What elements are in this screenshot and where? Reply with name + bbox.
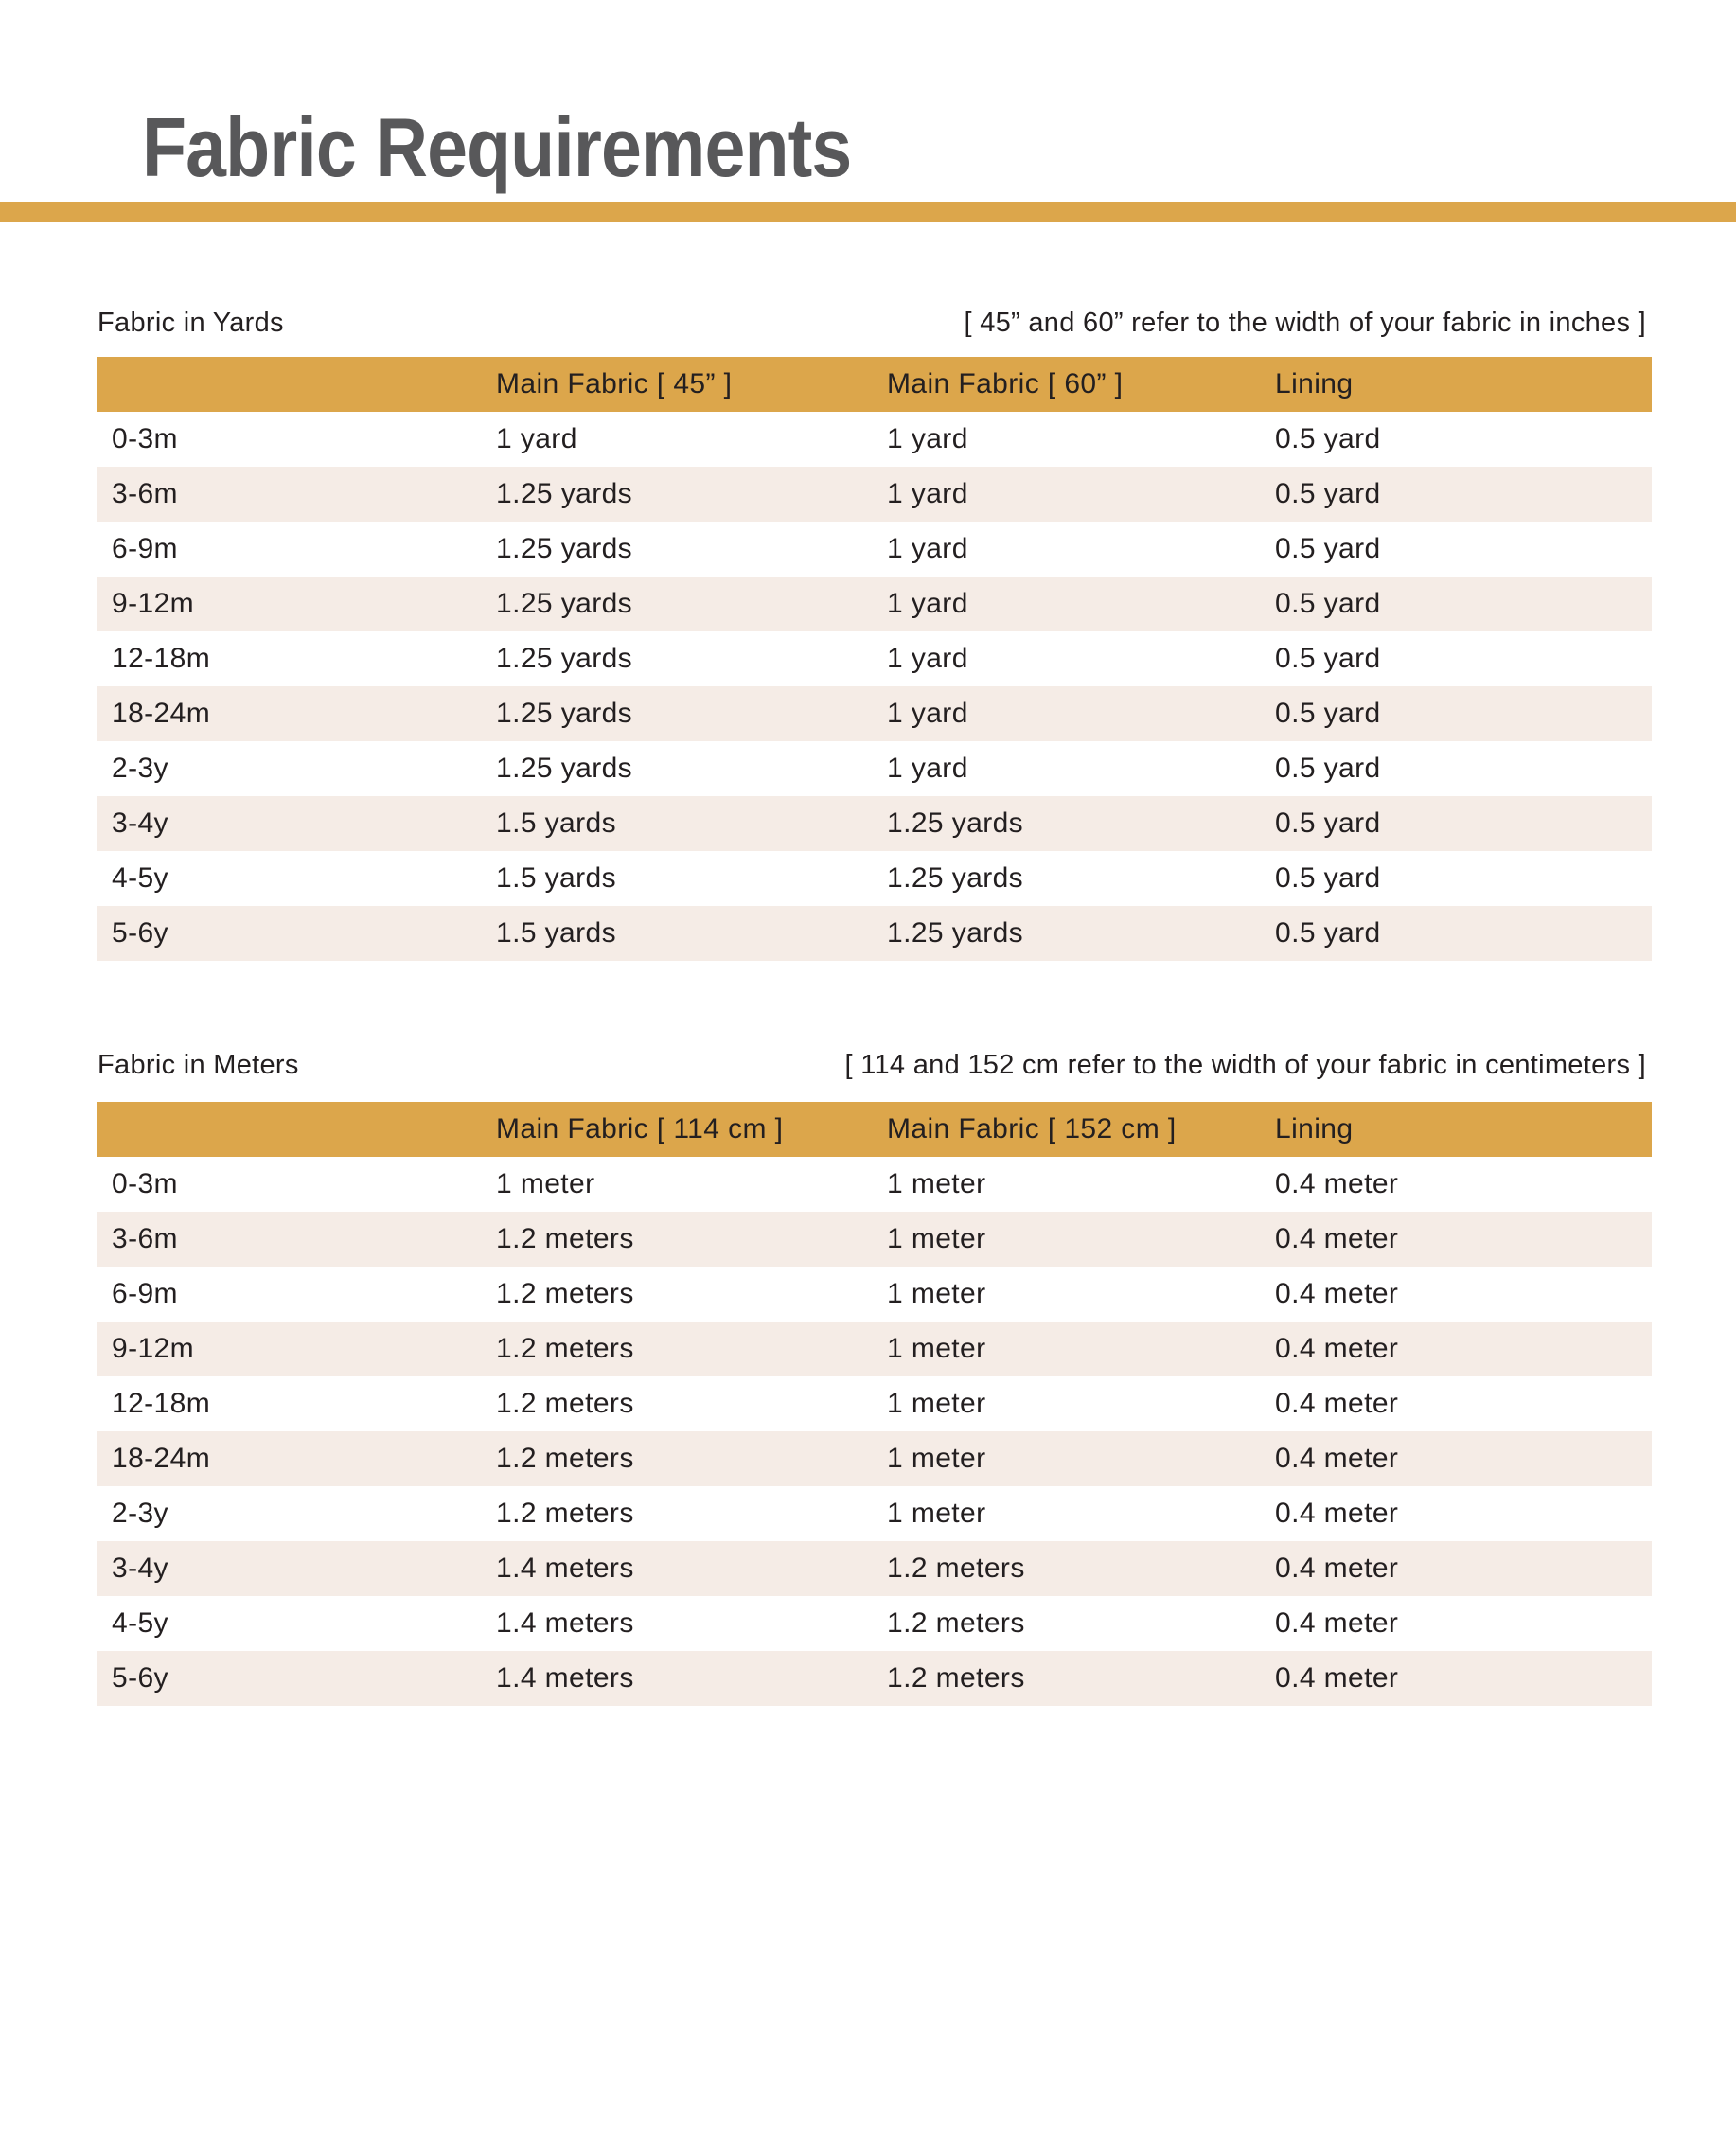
size-cell: 18-24m: [112, 1443, 211, 1474]
table-row: [97, 1157, 1652, 1212]
table-row: [97, 1212, 1652, 1267]
value-cell: 0.4 meter: [1275, 1607, 1399, 1639]
value-cell: 1 meter: [887, 1498, 986, 1529]
column-header: Lining: [1275, 368, 1354, 399]
value-cell: 0.5 yard: [1275, 478, 1381, 509]
value-cell: 1.2 meters: [496, 1388, 634, 1419]
value-cell: 0.5 yard: [1275, 643, 1381, 674]
table-row: [97, 631, 1652, 686]
value-cell: 0.5 yard: [1275, 807, 1381, 839]
size-cell: 2-3y: [112, 1498, 168, 1529]
value-cell: 0.4 meter: [1275, 1278, 1399, 1309]
table-row: [97, 522, 1652, 577]
value-cell: 0.4 meter: [1275, 1662, 1399, 1694]
table-row: [97, 851, 1652, 906]
value-cell: 1 yard: [887, 643, 968, 674]
value-cell: 1.5 yards: [496, 807, 616, 839]
value-cell: 1.2 meters: [496, 1223, 634, 1254]
value-cell: 1 meter: [887, 1168, 986, 1199]
column-header: Main Fabric [ 60” ]: [887, 368, 1124, 399]
value-cell: 1 meter: [887, 1388, 986, 1419]
size-cell: 6-9m: [112, 533, 178, 564]
value-cell: 0.5 yard: [1275, 533, 1381, 564]
table-row: [97, 1486, 1652, 1541]
value-cell: 1.25 yards: [496, 753, 633, 784]
value-cell: 1 yard: [887, 478, 968, 509]
value-cell: 1 meter: [887, 1223, 986, 1254]
page-title: Fabric Requirements: [142, 100, 852, 194]
column-header: Main Fabric [ 45” ]: [496, 368, 733, 399]
value-cell: 1 yard: [887, 533, 968, 564]
value-cell: 0.5 yard: [1275, 588, 1381, 619]
value-cell: 0.4 meter: [1275, 1168, 1399, 1199]
value-cell: 1.2 meters: [496, 1278, 634, 1309]
size-cell: 4-5y: [112, 862, 168, 894]
size-cell: 3-4y: [112, 807, 168, 839]
value-cell: 1.2 meters: [496, 1443, 634, 1474]
table-row: [97, 906, 1652, 961]
size-cell: 3-6m: [112, 478, 178, 509]
column-header: Main Fabric [ 152 cm ]: [887, 1113, 1177, 1144]
yards-section-head: [97, 299, 1652, 339]
size-cell: 18-24m: [112, 698, 211, 729]
fabric-meters-table: [97, 1102, 1652, 1706]
value-cell: 1.25 yards: [496, 643, 633, 674]
size-cell: 3-4y: [112, 1553, 168, 1584]
value-cell: 1.2 meters: [496, 1498, 634, 1529]
value-cell: 0.5 yard: [1275, 917, 1381, 949]
value-cell: 1 yard: [887, 698, 968, 729]
value-cell: 0.5 yard: [1275, 753, 1381, 784]
size-cell: 0-3m: [112, 423, 178, 454]
value-cell: 1.2 meters: [496, 1333, 634, 1364]
value-cell: 1 meter: [496, 1168, 595, 1199]
value-cell: 1.25 yards: [496, 698, 633, 729]
value-cell: 1 yard: [887, 423, 968, 454]
table-row: [97, 741, 1652, 796]
table-row: [97, 1431, 1652, 1486]
value-cell: 0.5 yard: [1275, 862, 1381, 894]
value-cell: 0.5 yard: [1275, 698, 1381, 729]
value-cell: 1.2 meters: [887, 1662, 1025, 1694]
size-cell: 12-18m: [112, 643, 211, 674]
value-cell: 0.4 meter: [1275, 1333, 1399, 1364]
fabric-yards-table: [97, 357, 1652, 961]
table-row: [97, 1541, 1652, 1596]
size-cell: 12-18m: [112, 1388, 211, 1419]
value-cell: 1.2 meters: [887, 1553, 1025, 1584]
size-cell: 9-12m: [112, 588, 195, 619]
value-cell: 1.25 yards: [887, 862, 1024, 894]
meters-section-label: Fabric in Meters: [97, 1049, 299, 1080]
yards-section-label: Fabric in Yards: [97, 307, 284, 338]
meters-section-note: [ 114 and 152 cm refer to the width of your fabric in centimeters ]: [844, 1049, 1646, 1080]
value-cell: 1.25 yards: [887, 807, 1024, 839]
value-cell: 1 yard: [887, 753, 968, 784]
size-cell: 3-6m: [112, 1223, 178, 1254]
size-cell: 4-5y: [112, 1607, 168, 1639]
value-cell: 1.4 meters: [496, 1607, 634, 1639]
size-cell: 5-6y: [112, 917, 168, 949]
value-cell: 1.25 yards: [496, 478, 633, 509]
value-cell: 1.4 meters: [496, 1662, 634, 1694]
value-cell: 1.4 meters: [496, 1553, 634, 1584]
column-header: Main Fabric [ 114 cm ]: [496, 1113, 784, 1144]
table-header-row: [97, 357, 1652, 412]
yards-section-note: [ 45” and 60” refer to the width of your fabric in inches ]: [964, 307, 1646, 338]
table-header-row: [97, 1102, 1652, 1157]
value-cell: 1.2 meters: [887, 1607, 1025, 1639]
table-row: [97, 1596, 1652, 1651]
table-row: [97, 1267, 1652, 1322]
size-cell: 9-12m: [112, 1333, 195, 1364]
value-cell: 0.4 meter: [1275, 1553, 1399, 1584]
value-cell: 1 yard: [887, 588, 968, 619]
value-cell: 1.25 yards: [496, 533, 633, 564]
value-cell: 0.5 yard: [1275, 423, 1381, 454]
table-row: [97, 1376, 1652, 1431]
value-cell: 1 meter: [887, 1278, 986, 1309]
table-row: [97, 1322, 1652, 1376]
value-cell: 1.5 yards: [496, 917, 616, 949]
value-cell: 1.5 yards: [496, 862, 616, 894]
table-row: [97, 412, 1652, 467]
value-cell: 0.4 meter: [1275, 1498, 1399, 1529]
value-cell: 0.4 meter: [1275, 1443, 1399, 1474]
size-cell: 6-9m: [112, 1278, 178, 1309]
value-cell: 1 yard: [496, 423, 577, 454]
column-header: Lining: [1275, 1113, 1354, 1144]
size-cell: 0-3m: [112, 1168, 178, 1199]
table-row: [97, 1651, 1652, 1706]
size-cell: 2-3y: [112, 753, 168, 784]
value-cell: 0.4 meter: [1275, 1223, 1399, 1254]
table-row: [97, 686, 1652, 741]
table-row: [97, 796, 1652, 851]
table-row: [97, 577, 1652, 631]
value-cell: 1.25 yards: [496, 588, 633, 619]
accent-divider-bar: [0, 202, 1736, 222]
size-cell: 5-6y: [112, 1662, 168, 1694]
table-row: [97, 467, 1652, 522]
meters-section-head: [97, 1041, 1652, 1081]
value-cell: 1 meter: [887, 1443, 986, 1474]
value-cell: 1 meter: [887, 1333, 986, 1364]
value-cell: 1.25 yards: [887, 917, 1024, 949]
value-cell: 0.4 meter: [1275, 1388, 1399, 1419]
